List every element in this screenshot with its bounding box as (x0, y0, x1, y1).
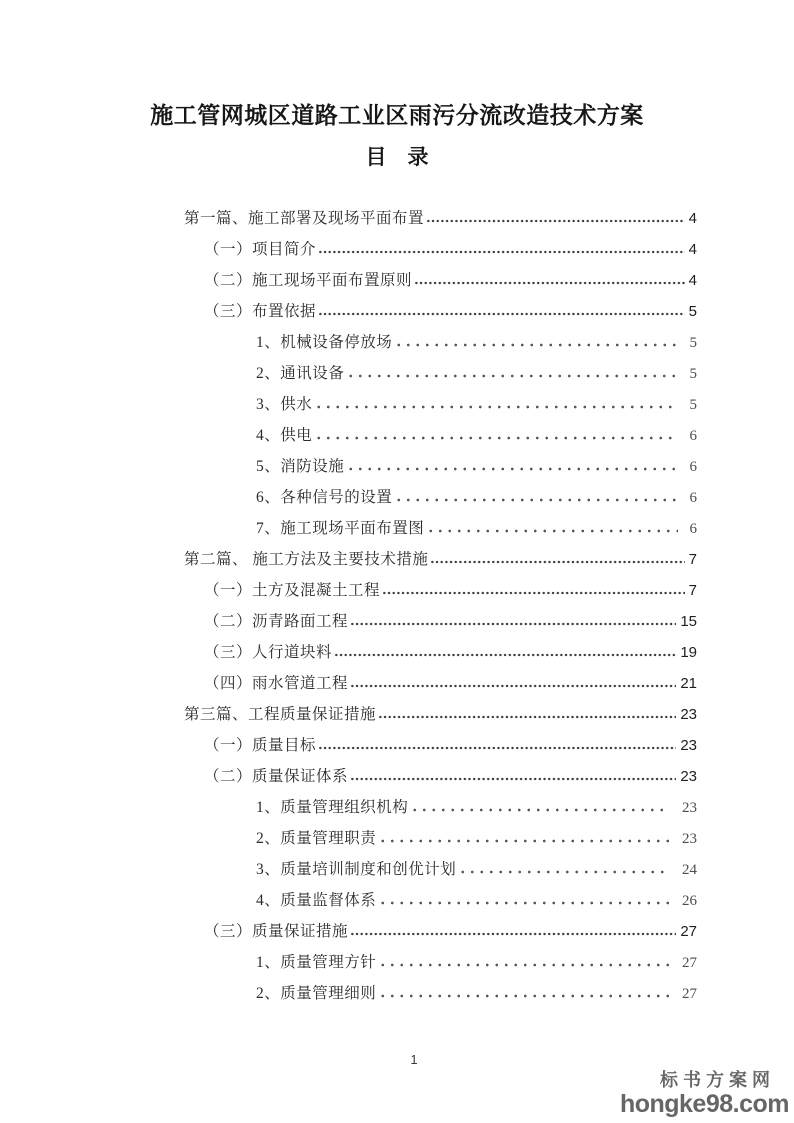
toc-dot-leader (318, 312, 685, 316)
toc-dot-leader (378, 963, 670, 967)
toc-dot-leader (346, 374, 677, 378)
toc-entry-label: （四）雨水管道工程 (204, 675, 349, 692)
toc-entry-page-number: 4 (688, 210, 697, 227)
toc-entry[interactable] (150, 978, 697, 1009)
toc-entry-label: 2、通讯设备 (256, 365, 345, 382)
toc-entry-label: 3、质量培训制度和创优计划 (256, 861, 457, 878)
toc-entry-label: 2、质量管理细则 (256, 985, 377, 1002)
table-of-contents (150, 203, 697, 1009)
toc-entry-page-number: 5 (689, 366, 697, 382)
toc-dot-leader (346, 467, 677, 471)
toc-entry-page-number: 23 (682, 800, 697, 816)
toc-entry-page-number: 19 (680, 644, 697, 661)
toc-entry-page-number: 5 (688, 303, 697, 320)
toc-entry[interactable] (150, 761, 697, 792)
toc-entry[interactable] (150, 389, 697, 420)
watermark (620, 1071, 789, 1118)
toc-entry[interactable] (150, 730, 697, 761)
toc-entry[interactable] (150, 420, 697, 451)
toc-entry-label: （三）人行道块料 (204, 644, 333, 661)
toc-dot-leader (318, 250, 685, 254)
toc-entry[interactable] (150, 699, 697, 730)
toc-entry[interactable] (150, 854, 697, 885)
toc-dot-leader (378, 839, 670, 843)
toc-entry-page-number: 23 (680, 768, 697, 785)
toc-entry-label: 6、各种信号的设置 (256, 489, 393, 506)
toc-entry[interactable] (150, 668, 697, 699)
toc-entry-label: （二）沥青路面工程 (204, 613, 349, 630)
toc-entry-label: （三）布置依据 (204, 303, 317, 320)
toc-dot-leader (394, 498, 677, 502)
toc-entry-label: 1、质量管理组织机构 (256, 799, 409, 816)
toc-entry[interactable] (150, 327, 697, 358)
toc-entry-page-number: 7 (688, 582, 697, 599)
toc-dot-leader (350, 684, 676, 688)
toc-entry-page-number: 27 (682, 955, 697, 971)
toc-dot-leader (410, 808, 670, 812)
toc-entry-page-number: 5 (689, 397, 697, 413)
toc-entry-label: 第一篇、施工部署及现场平面布置 (184, 210, 425, 227)
toc-entry[interactable] (150, 296, 697, 327)
toc-entry-page-number: 21 (680, 675, 697, 692)
document-title: 施工管网城区道路工业区雨污分流改造技术方案 (150, 103, 644, 128)
watermark-site-url: hongke98.com (619, 1089, 789, 1118)
toc-dot-leader (426, 529, 677, 533)
toc-entry[interactable] (150, 947, 697, 978)
toc-entry-page-number: 27 (682, 986, 697, 1002)
toc-entry[interactable] (150, 575, 697, 606)
toc-entry-page-number: 5 (689, 335, 697, 351)
toc-entry-label: 1、机械设备停放场 (256, 334, 393, 351)
toc-dot-leader (334, 653, 676, 657)
watermark-site-name: 标书方案网 (660, 1069, 775, 1090)
toc-entry-label: （三）质量保证措施 (204, 923, 349, 940)
toc-dot-leader (350, 932, 676, 936)
toc-entry[interactable] (150, 792, 697, 823)
toc-entry-page-number: 4 (688, 241, 697, 258)
toc-entry[interactable] (150, 916, 697, 947)
toc-entry[interactable] (150, 265, 697, 296)
toc-dot-leader (350, 622, 676, 626)
toc-entry-page-number: 23 (680, 706, 697, 723)
toc-dot-leader (378, 994, 670, 998)
toc-dot-leader (378, 901, 670, 905)
toc-dot-leader (378, 715, 676, 719)
toc-entry-label: （一）质量目标 (204, 737, 317, 754)
toc-dot-leader (414, 281, 685, 285)
toc-entry[interactable] (150, 203, 697, 234)
toc-entry-label: 5、消防设施 (256, 458, 345, 475)
toc-entry-label: （一）项目简介 (204, 241, 317, 258)
toc-dot-leader (350, 777, 676, 781)
toc-entry[interactable] (150, 885, 697, 916)
toc-entry-page-number: 6 (689, 521, 697, 537)
toc-entry[interactable] (150, 513, 697, 544)
toc-entry-label: （一）土方及混凝土工程 (204, 582, 381, 599)
toc-dot-leader (314, 436, 677, 440)
toc-entry-page-number: 15 (680, 613, 697, 630)
toc-dot-leader (318, 746, 676, 750)
toc-entry-page-number: 24 (682, 862, 697, 878)
toc-entry-label: 2、质量管理职责 (256, 830, 377, 847)
toc-entry[interactable] (150, 637, 697, 668)
toc-entry-page-number: 27 (680, 923, 697, 940)
toc-dot-leader (382, 591, 685, 595)
toc-entry-label: 4、质量监督体系 (256, 892, 377, 909)
toc-entry[interactable] (150, 234, 697, 265)
toc-heading: 目 录 (365, 145, 429, 169)
toc-entry-page-number: 4 (688, 272, 697, 289)
toc-entry[interactable] (150, 544, 697, 575)
toc-entry[interactable] (150, 606, 697, 637)
toc-entry-page-number: 26 (682, 893, 697, 909)
toc-entry[interactable] (150, 482, 697, 513)
toc-entry-label: 第二篇、 施工方法及主要技术措施 (184, 551, 429, 568)
toc-entry-label: 第三篇、工程质量保证措施 (184, 706, 377, 723)
toc-entry-label: （二）施工现场平面布置原则 (204, 272, 413, 289)
toc-dot-leader (314, 405, 677, 409)
toc-dot-leader (458, 870, 670, 874)
toc-entry-page-number: 6 (689, 490, 697, 506)
toc-dot-leader (394, 343, 677, 347)
toc-entry-page-number: 23 (680, 737, 697, 754)
toc-entry-label: （二）质量保证体系 (204, 768, 349, 785)
toc-entry-label: 1、质量管理方针 (256, 954, 377, 971)
toc-entry[interactable] (150, 451, 697, 482)
toc-entry-label: 4、供电 (256, 427, 313, 444)
toc-entry-page-number: 6 (689, 459, 697, 475)
toc-entry-page-number: 6 (689, 428, 697, 444)
toc-dot-leader (430, 560, 684, 564)
toc-entry-label: 7、施工现场平面布置图 (256, 520, 425, 537)
toc-entry-page-number: 7 (688, 551, 697, 568)
footer-page-number: 1 (410, 1052, 418, 1067)
toc-dot-leader (426, 219, 685, 223)
toc-entry-label: 3、供水 (256, 396, 313, 413)
toc-entry-page-number: 23 (682, 831, 697, 847)
toc-entry[interactable] (150, 823, 697, 854)
toc-entry[interactable] (150, 358, 697, 389)
